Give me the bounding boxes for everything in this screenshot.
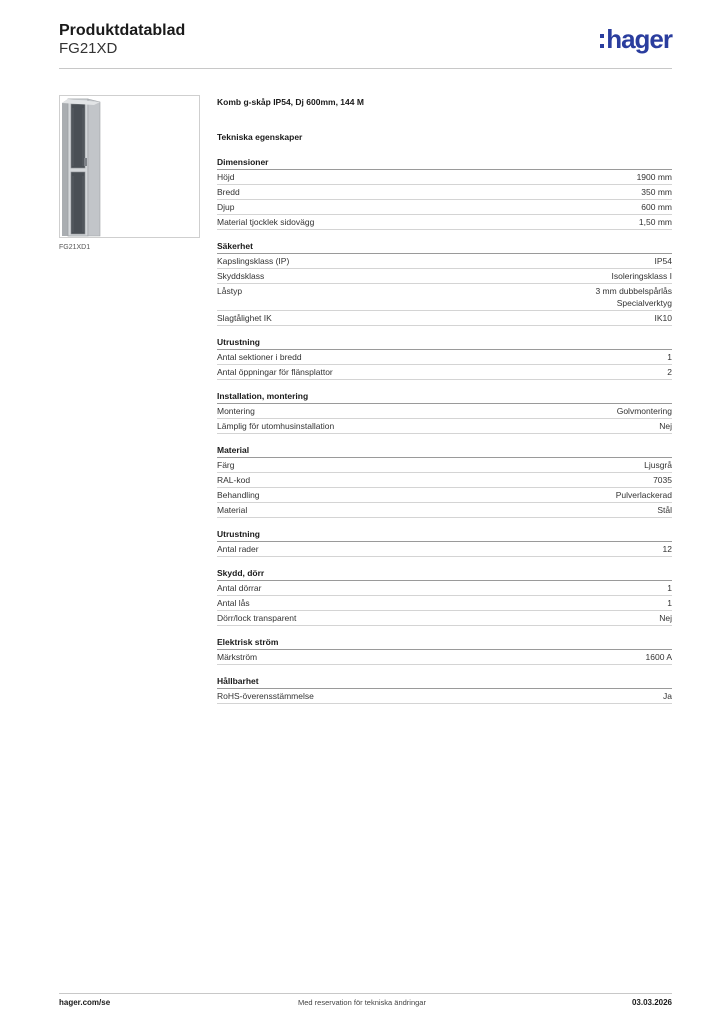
footer-disclaimer: Med reservation för tekniska ändringar — [298, 998, 426, 1007]
product-description: Komb g-skåp IP54, Dj 600mm, 144 M — [217, 97, 364, 107]
spec-value — [667, 366, 672, 378]
cabinet-illustration-icon — [60, 96, 199, 237]
spec-value — [617, 405, 672, 417]
spec-row — [217, 170, 672, 185]
section-title: Utrustning — [217, 336, 672, 350]
spec-label: Antal dörrar — [217, 583, 262, 593]
spec-section — [217, 444, 672, 518]
section-title: Dimensioner — [217, 156, 672, 170]
spec-row — [217, 458, 672, 473]
spec-label: Antal sektioner i bredd — [217, 352, 302, 362]
logo-dots-icon — [600, 34, 604, 48]
document-title: Produktdatablad — [59, 22, 186, 39]
spec-label: RoHS-överensstämmelse — [217, 691, 314, 701]
spec-value-line: IP54 — [654, 256, 672, 266]
spec-label: Skyddsklass — [217, 271, 265, 281]
spec-value — [595, 285, 672, 309]
spec-section — [217, 528, 672, 557]
spec-value — [657, 504, 672, 516]
footer-date: 03.03.2026 — [631, 998, 672, 1007]
spec-row — [217, 254, 672, 269]
spec-row — [217, 542, 672, 557]
spec-value — [667, 582, 672, 594]
spec-label: Djup — [217, 202, 235, 212]
product-code: FG21XD — [59, 40, 118, 57]
spec-row — [217, 503, 672, 518]
spec-section — [217, 675, 672, 704]
spec-value-line: 3 mm dubbelspårlås — [595, 286, 672, 296]
spec-row — [217, 611, 672, 626]
spec-row — [217, 269, 672, 284]
spec-value-line: 1,50 mm — [638, 217, 672, 227]
spec-row — [217, 200, 672, 215]
spec-sections — [217, 156, 672, 704]
spec-value-line: Specialverktyg — [616, 298, 672, 308]
spec-label: Låstyp — [217, 286, 243, 296]
section-title: Material — [217, 444, 672, 458]
spec-label: Material tjocklek sidovägg — [217, 217, 315, 227]
spec-row — [217, 596, 672, 611]
spec-label: Behandling — [217, 490, 260, 500]
spec-value — [639, 216, 672, 228]
spec-value-line: Isoleringsklass I — [611, 271, 672, 281]
product-image — [59, 95, 200, 238]
spec-section — [217, 636, 672, 665]
spec-row — [217, 311, 672, 326]
spec-label: Höjd — [217, 172, 235, 182]
spec-value-line: 1 — [667, 583, 672, 593]
spec-value-line: 2 — [667, 367, 672, 377]
spec-value-line: 600 mm — [641, 202, 672, 212]
spec-section — [217, 567, 672, 626]
spec-value-line: Ljusgrå — [644, 460, 672, 470]
header-divider — [59, 68, 672, 69]
spec-value-line: 12 — [662, 544, 672, 554]
spec-label: RAL-kod — [217, 475, 251, 485]
spec-row — [217, 365, 672, 380]
spec-value-line: Stål — [657, 505, 672, 515]
spec-value — [667, 597, 672, 609]
footer-website: hager.com/se — [59, 998, 111, 1007]
spec-value — [659, 612, 672, 624]
spec-value — [644, 459, 672, 471]
spec-value-line: 350 mm — [641, 187, 672, 197]
spec-value-line: Nej — [659, 613, 672, 623]
spec-label: Slagtålighet IK — [217, 313, 272, 323]
page-header — [59, 22, 672, 68]
spec-value — [641, 201, 672, 213]
spec-label: Lämplig för utomhusinstallation — [217, 421, 335, 431]
spec-value-line: 1 — [667, 352, 672, 362]
spec-label: Märkström — [217, 652, 258, 662]
spec-value-line: Nej — [659, 421, 672, 431]
spec-value — [646, 651, 672, 663]
section-title: Installation, montering — [217, 390, 672, 404]
spec-value — [616, 489, 672, 501]
spec-section — [217, 390, 672, 434]
spec-row — [217, 488, 672, 503]
spec-section — [217, 336, 672, 380]
spec-value-line: Ja — [663, 691, 672, 701]
spec-value-line: 1600 A — [645, 652, 672, 662]
logo-text: hager — [606, 24, 672, 54]
spec-value-line: IK10 — [654, 313, 672, 323]
spec-row — [217, 185, 672, 200]
spec-value — [637, 171, 672, 183]
spec-row — [217, 419, 672, 434]
spec-row — [217, 650, 672, 665]
spec-value-line: Pulverlackerad — [615, 490, 672, 500]
image-caption: FG21XD1 — [59, 244, 91, 251]
spec-value — [659, 420, 672, 432]
footer-divider — [59, 993, 672, 994]
spec-value — [655, 312, 673, 324]
spec-row — [217, 473, 672, 488]
spec-value — [663, 690, 672, 702]
spec-row — [217, 350, 672, 365]
spec-label: Färg — [217, 460, 235, 470]
spec-section — [217, 156, 672, 230]
spec-label: Dörr/lock transparent — [217, 613, 297, 623]
section-title: Säkerhet — [217, 240, 672, 254]
spec-row — [217, 689, 672, 704]
section-title: Hållbarhet — [217, 675, 672, 689]
spec-value — [612, 270, 672, 282]
spec-value — [655, 255, 673, 267]
spec-value-line: Golvmontering — [616, 406, 672, 416]
spec-label: Antal rader — [217, 544, 259, 554]
spec-row — [217, 404, 672, 419]
spec-value-line: 1 — [667, 598, 672, 608]
spec-label: Montering — [217, 406, 255, 416]
section-title: Skydd, dörr — [217, 567, 672, 581]
spec-value — [667, 351, 672, 363]
section-title: Utrustning — [217, 528, 672, 542]
spec-label: Material — [217, 505, 248, 515]
spec-label: Antal öppningar för flänsplattor — [217, 367, 333, 377]
spec-value-line: 7035 — [653, 475, 672, 485]
spec-label: Bredd — [217, 187, 240, 197]
spec-label: Kapslingsklass (IP) — [217, 256, 290, 266]
spec-label: Antal lås — [217, 598, 250, 608]
spec-section — [217, 240, 672, 326]
hager-logo — [600, 26, 672, 52]
spec-value — [663, 543, 672, 555]
section-title: Elektrisk ström — [217, 636, 672, 650]
spec-value — [641, 186, 672, 198]
spec-value — [653, 474, 672, 486]
spec-row — [217, 215, 672, 230]
spec-row — [217, 284, 672, 311]
spec-row — [217, 581, 672, 596]
product-content — [217, 96, 672, 704]
spec-value-line: 1900 mm — [636, 172, 672, 182]
properties-heading: Tekniska egenskaper — [217, 132, 303, 142]
